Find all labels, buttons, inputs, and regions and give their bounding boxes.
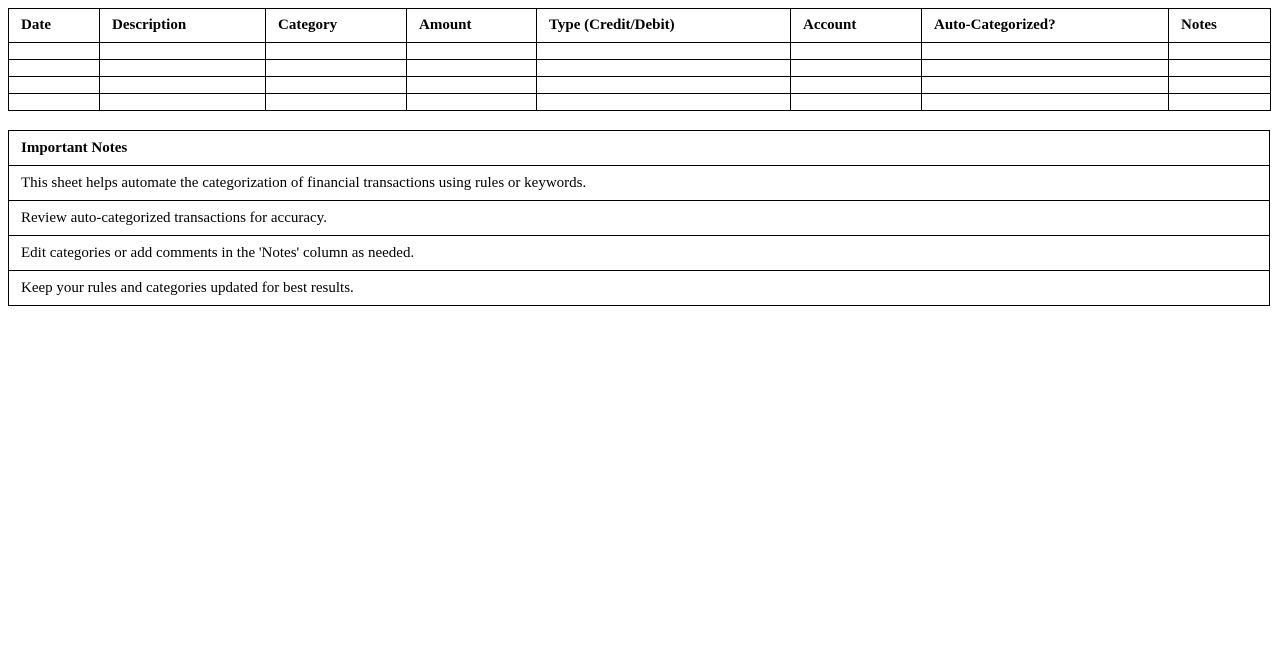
table-row — [9, 60, 1271, 77]
table-cell-date[interactable] — [9, 60, 100, 77]
column-header-description: Description — [100, 9, 266, 43]
table-cell-account[interactable] — [791, 60, 922, 77]
table-cell-account[interactable] — [791, 94, 922, 111]
column-header-auto-categorized: Auto-Categorized? — [922, 9, 1169, 43]
table-cell-date[interactable] — [9, 43, 100, 60]
column-header-category: Category — [266, 9, 407, 43]
table-cell-account[interactable] — [791, 77, 922, 94]
important-notes-table — [8, 130, 1270, 306]
table-row — [9, 77, 1271, 94]
table-cell-description[interactable] — [100, 94, 266, 111]
note-row — [9, 166, 1270, 201]
table-cell-amount[interactable] — [407, 43, 537, 60]
table-cell-category[interactable] — [266, 94, 407, 111]
table-cell-description[interactable] — [100, 77, 266, 94]
transactions-table — [8, 8, 1271, 111]
table-cell-notes[interactable] — [1169, 60, 1271, 77]
table-cell-amount[interactable] — [407, 94, 537, 111]
note-row — [9, 271, 1270, 306]
column-header-amount: Amount — [407, 9, 537, 43]
note-row — [9, 236, 1270, 271]
table-cell-description[interactable] — [100, 60, 266, 77]
column-header-account: Account — [791, 9, 922, 43]
table-cell-notes[interactable] — [1169, 43, 1271, 60]
table-cell-auto-categorized[interactable] — [922, 43, 1169, 60]
note-item: This sheet helps automate the categorization of financial transactions using rules or keywords. — [9, 166, 1270, 201]
table-cell-notes[interactable] — [1169, 94, 1271, 111]
table-cell-type[interactable] — [537, 60, 791, 77]
table-cell-type[interactable] — [537, 43, 791, 60]
table-cell-category[interactable] — [266, 43, 407, 60]
table-header-row — [9, 9, 1271, 43]
table-cell-type[interactable] — [537, 94, 791, 111]
note-item: Keep your rules and categories updated for best results. — [9, 271, 1270, 306]
table-cell-auto-categorized[interactable] — [922, 77, 1169, 94]
notes-header-row — [9, 131, 1270, 166]
table-cell-type[interactable] — [537, 77, 791, 94]
table-cell-auto-categorized[interactable] — [922, 94, 1169, 111]
column-header-date: Date — [9, 9, 100, 43]
table-row — [9, 94, 1271, 111]
table-cell-auto-categorized[interactable] — [922, 60, 1169, 77]
table-cell-category[interactable] — [266, 60, 407, 77]
note-row — [9, 201, 1270, 236]
table-cell-amount[interactable] — [407, 60, 537, 77]
table-cell-notes[interactable] — [1169, 77, 1271, 94]
important-notes-title: Important Notes — [9, 131, 1270, 166]
column-header-type: Type (Credit/Debit) — [537, 9, 791, 43]
table-cell-description[interactable] — [100, 43, 266, 60]
table-cell-date[interactable] — [9, 77, 100, 94]
table-cell-category[interactable] — [266, 77, 407, 94]
note-item: Edit categories or add comments in the 'Notes' column as needed. — [9, 236, 1270, 271]
table-row — [9, 43, 1271, 60]
table-cell-date[interactable] — [9, 94, 100, 111]
note-item: Review auto-categorized transactions for accuracy. — [9, 201, 1270, 236]
table-cell-amount[interactable] — [407, 77, 537, 94]
table-cell-account[interactable] — [791, 43, 922, 60]
column-header-notes: Notes — [1169, 9, 1271, 43]
